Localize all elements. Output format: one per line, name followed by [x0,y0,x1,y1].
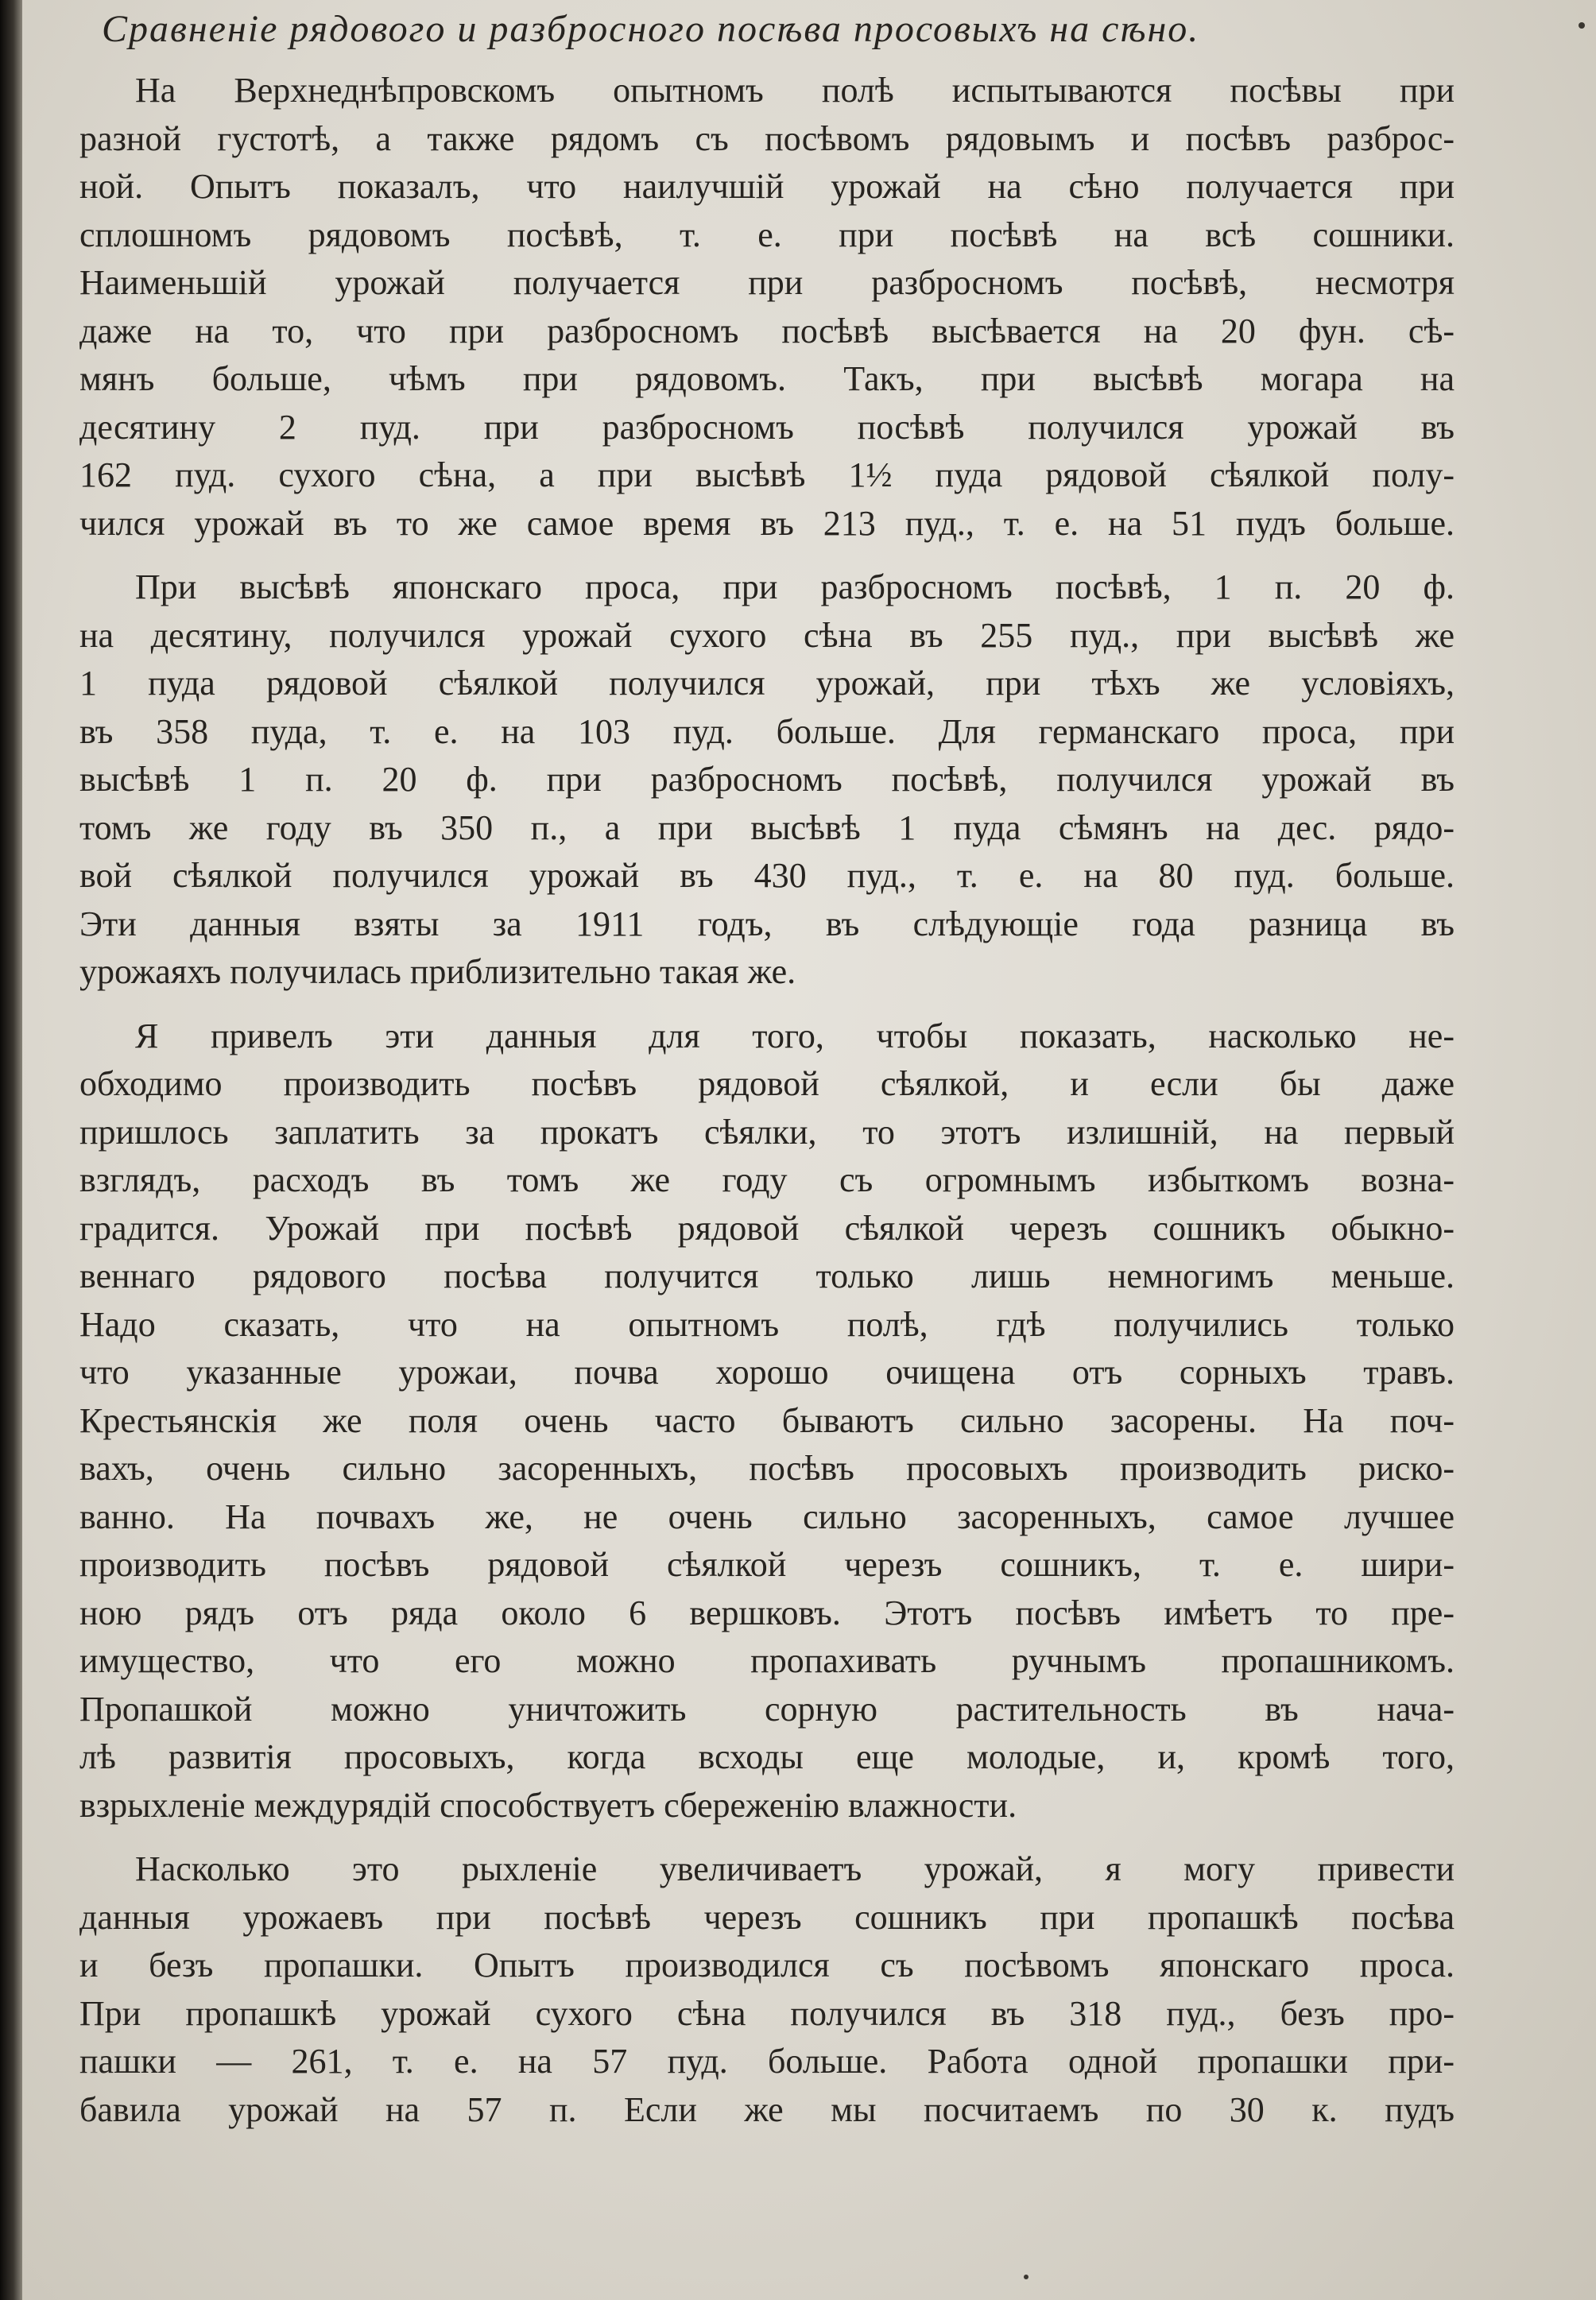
text-line: ною рядъ отъ ряда около 6 вершковъ. Этотъ посѣвъ имѣетъ то пре- [79,1593,1455,1632]
text-line: веннаго рядового посѣва получится только лишь немногимъ меньше. [79,1256,1455,1295]
text-line: производить посѣвъ рядовой сѣялкой черезъ сошникъ, т. е. шири- [79,1545,1455,1584]
text-line: вахъ, очень сильно засоренныхъ, посѣвъ просовыхъ производить риско- [79,1449,1455,1488]
text-line: въ 358 пуда, т. е. на 103 пуд. больше. Для германскаго проса, при [79,711,1455,751]
text-line: Пропашкой можно уничтожить сорную растительность въ нача- [79,1689,1455,1729]
text-line: взглядъ, расходъ въ томъ же году съ огромнымъ избыткомъ возна- [79,1160,1455,1199]
text-line: Эти данныя взяты за 1911 годъ, въ слѣдующіе года разница въ [79,904,1455,943]
text-line: Крестьянскія же поля очень часто бываютъ сильно засорены. На поч- [79,1400,1455,1440]
page-speck [1579,22,1585,29]
text-line: вой сѣялкой получился урожай въ 430 пуд., т. е. на 80 пуд. больше. [79,856,1455,895]
book-page [22,0,1596,2300]
text-line: урожаяхъ получилась приблизительно такая же. [79,952,796,991]
text-line: ванно. На почвахъ же, не очень сильно засоренныхъ, самое лучшее [79,1497,1455,1536]
text-line: десятину 2 пуд. при разбросномъ посѣвѣ получился урожай въ [79,407,1455,447]
paragraph-3 [79,1013,1455,1830]
text-line: взрыхленіе междурядій способствуетъ сбереженію влажности. [79,1785,1017,1825]
text-line: Наименьшій урожай получается при разбросномъ посѣвѣ, несмотря [79,263,1455,302]
page-speck [1024,2275,1028,2279]
text-line: высѣвѣ 1 п. 20 ф. при разбросномъ посѣвѣ, получился урожай въ [79,760,1455,799]
text-line: сплошномъ рядовомъ посѣвѣ, т. е. при посѣвѣ на всѣ сошники. [79,215,1455,254]
page-content [79,6,1455,2150]
text-line: на десятину, получился урожай сухого сѣна въ 255 пуд., при высѣвѣ же [79,615,1455,655]
text-line: На Верхнеднѣпровскомъ опытномъ полѣ испытываются посѣвы при [135,71,1455,110]
text-line: пришлось заплатить за прокатъ сѣялки, то этотъ излишній, на первый [79,1112,1455,1152]
text-line: Надо сказать, что на опытномъ полѣ, гдѣ получились только [79,1304,1455,1344]
text-line: имущество, что его можно пропахивать ручнымъ пропашникомъ. [79,1641,1455,1680]
text-line: Насколько это рыхленіе увеличиваетъ урожай, я могу привести [135,1849,1455,1888]
text-line: что указанные урожаи, почва хорошо очищена отъ сорныхъ травъ. [79,1353,1455,1392]
book-binding-edge [0,0,22,2300]
text-line: При пропашкѣ урожай сухого сѣна получился въ 318 пуд., безъ про- [79,1993,1455,2033]
text-line: ной. Опытъ показалъ, что наилучшій урожай на сѣно получается при [79,167,1455,206]
text-line: Я привелъ эти данныя для того, чтобы показать, насколько не- [135,1016,1455,1055]
text-line: пашки — 261, т. е. на 57 пуд. больше. Работа одной пропашки при- [79,2042,1455,2081]
text-line: градится. Урожай при посѣвѣ рядовой сѣялкой черезъ сошникъ обыкно- [79,1208,1455,1248]
text-line: бавила урожай на 57 п. Если же мы посчитаемъ по 30 к. пудъ [79,2089,1455,2129]
text-line: томъ же году въ 350 п., а при высѣвѣ 1 пуда сѣмянъ на дес. рядо- [79,807,1455,847]
text-line: лѣ развитія просовыхъ, когда всходы еще молодые, и, кромѣ того, [79,1737,1455,1776]
text-line: данныя урожаевъ при посѣвѣ черезъ сошникъ при пропашкѣ посѣва [79,1897,1455,1937]
paragraph-1 [79,67,1455,548]
text-line: обходимо производить посѣвъ рядовой сѣялкой, и если бы даже [79,1064,1455,1103]
text-line: мянъ больше, чѣмъ при рядовомъ. Такъ, при высѣвѣ могара на [79,359,1455,398]
text-line: даже на то, что при разбросномъ посѣвѣ высѣвается на 20 фун. сѣ- [79,311,1455,350]
text-line: и безъ пропашки. Опытъ производился съ посѣвомъ японскаго проса. [79,1946,1455,1984]
paragraph-2 [79,563,1455,997]
section-heading: Сравненіе рядового и разбросного посѣва просовыхъ на сѣно. [102,8,1200,50]
text-line: При высѣвѣ японскаго проса, при разбросномъ посѣвѣ, 1 п. 20 ф. [135,567,1455,606]
text-line: 1 пуда рядовой сѣялкой получился урожай, при тѣхъ же условіяхъ, [79,664,1455,703]
text-line: разной густотѣ, а также рядомъ съ посѣвомъ рядовымъ и посѣвъ разброс- [79,118,1455,158]
paragraph-4 [79,1845,1455,2134]
text-line: 162 пуд. сухого сѣна, а при высѣвѣ 1½ пуда рядовой сѣялкой полу- [79,455,1455,494]
text-line: чился урожай въ то же самое время въ 213 пуд., т. е. на 51 пудъ больше. [79,503,1455,543]
